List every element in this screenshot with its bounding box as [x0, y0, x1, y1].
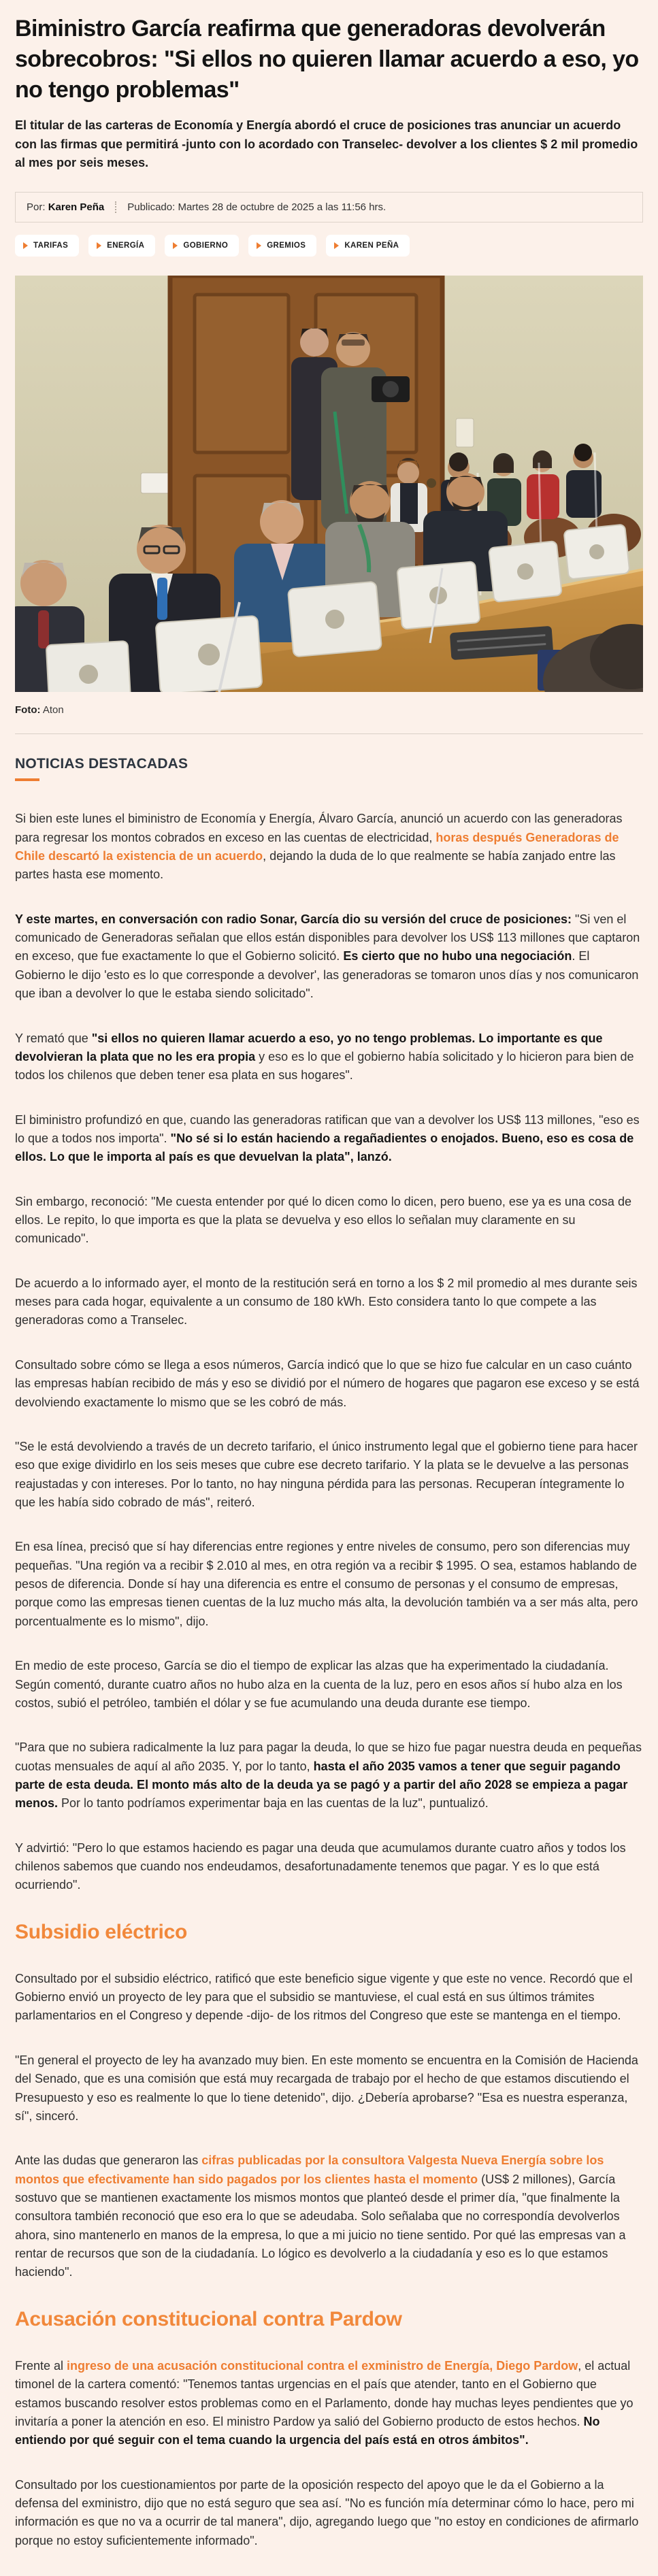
featured-underline: [15, 778, 39, 781]
featured-kicker: [15, 756, 643, 781]
section-heading: Subsidio eléctrico: [15, 1920, 187, 1943]
article-paragraph: [15, 810, 643, 884]
tag-label: GREMIOS: [267, 242, 306, 250]
tag-energ-a[interactable]: [88, 235, 155, 257]
photo-caption-credit: Aton: [42, 704, 64, 716]
article-paragraph: [15, 1657, 643, 1713]
tag-gremios[interactable]: [248, 235, 316, 257]
article-paragraph: [15, 2051, 643, 2126]
article-paragraph: [15, 1193, 643, 1249]
body-text: En esa línea, precisó que sí hay diferencias entre regiones y entre niveles de consumo, pero son diferencias muy pequeñas. "Una región va a recibir $ 2.010 al mes, en otra región va a recibir $ 1995. O sea, estamos hablando de pesos de diferencia. Donde sí hay una diferencia es entre el consumo de personas y el consumo de empresas, porque como las empresas tienen cuentas de la luz mucho más alta, la devolución también va a ser más alta, pero porcentualmente es lo mismo", dijo.: [15, 1540, 638, 1628]
body-text: Por lo tanto podríamos experimentar baja en las cuentas de la luz", puntualizó.: [58, 1796, 489, 1811]
article-paragraph: [15, 1538, 643, 1631]
article-lede: El titular de las carteras de Economía y Energía abordó el cruce de posiciones tras anunciar un acuerdo con las firmas que permitirá -junto con lo acordado con Transelec- devolver a los clientes $ 2 mil promedio al mes por seis meses.: [15, 118, 638, 170]
bold-text: Es cierto que no hubo una negociación: [343, 949, 572, 963]
tag-arrow-icon: [334, 242, 339, 249]
tag-label: TARIFAS: [33, 242, 69, 250]
body-text: El biministro profundizó en que, cuando las generadoras ratifican que van a devolver los US$ 113 millones, "eso es lo que a todos nos importa".: [15, 1112, 640, 1145]
article-paragraph: [15, 2151, 643, 2282]
article-body: [15, 810, 643, 2550]
article-paragraph: [15, 910, 643, 1004]
byline-separator: [115, 201, 116, 213]
bold-text: hasta el año 2035 vamos a tener que seguir pagando parte de esta deuda. El monto más alto de la deuda ya se pagó y a partir del año 2028 se empieza a pagar menos.: [15, 1759, 628, 1811]
tag-arrow-icon: [97, 242, 101, 249]
section-heading: Acusación constitucional contra Pardow: [15, 2307, 402, 2330]
body-text: "Para que no subiera radicalmente la luz para pagar la deuda, lo que se hizo fue pagar nuestra deuda en pequeñas cuotas mensuales de aquí al año 2035. Y, por lo tanto,: [15, 1740, 642, 1773]
body-text: "En general el proyecto de ley ha avanzado muy bien. En este momento se encuentra en la Comisión de Hacienda del Senado, que es una comisión que está muy recargada de trabajo por el hecho de que estamos discutiendo el Presupuesto y eso es realmente lo que lo tiene detenido", dijo. ¿Debería aprobarse? "Esa es nuestra esperanza, sí", sinceró.: [15, 2053, 638, 2123]
article-paragraph: [15, 1356, 643, 1412]
body-text: De acuerdo a lo informado ayer, el monto de la restitución será en torno a los $ 2 mil promedio al mes durante seis meses para cada hogar, equivalente a un consumo de 180 kWh. Esto considera tanto lo que compete a las generadoras como a Transelec.: [15, 1276, 638, 1327]
body-text: Frente al: [15, 2358, 67, 2373]
tag-tarifas[interactable]: [15, 235, 79, 257]
body-text: Y advirtió: "Pero lo que estamos haciendo es pagar una deuda que acumulamos durante cuatro años y todos los chilenos sabemos que cuando nos endeudamos, desafortunadamente tenemos que pagar. Y es lo que está ocurriendo".: [15, 1840, 626, 1892]
tags-row: [15, 235, 643, 257]
page-title: Biministro García reafirma que generadoras devolverán sobrecobros: "Si ellos no quieren llamar acuerdo a eso, yo no tengo problemas": [15, 16, 639, 103]
body-text: Consultado sobre cómo se llega a esos números, García indicó que lo que se hizo fue calcular en un caso cuánto las empresas habían recibido de más y eso se dividió por el número de hogares que pagaron ese exceso y se está devolviendo exactamente lo mismo que se les cobró de más.: [15, 1357, 640, 1409]
body-text: (US$ 2 millones), García sostuvo que se mantienen exactamente los mismos montos que planteó desde el primer día, "que finalmente la consultora también reconoció que eso era lo que se adeudaba. Solo señalaba que no correspondía devolverlos ahora, sino mantenerlo en manos de la empresa, lo que a mi juicio no tiene sentido. Por qué las empresas van a rentar de recursos que son de la ciudadanía. Lo lógico es devolverlo a la ciudadanía y eso es lo que estamos haciendo".: [15, 2172, 626, 2279]
article-paragraph: [15, 1738, 643, 1813]
article-figure: [15, 276, 643, 716]
article-paragraph: [15, 1029, 643, 1085]
tag-gobierno[interactable]: [165, 235, 239, 257]
byline-author[interactable]: Karen Peña: [48, 201, 105, 214]
tag-arrow-icon: [257, 242, 261, 249]
article-paragraph: [15, 1111, 643, 1167]
body-text: , dejando la duda de lo que realmente se había zanjado entre las partes hasta ese momento.: [15, 849, 616, 882]
bold-text: "No sé si lo están haciendo a regañadientes o enojados. Bueno, eso es cosa de ellos. Lo que le importa al país es que devuelvan la plata", lanzó.: [15, 1131, 634, 1164]
byline-author-wrap: [27, 201, 104, 213]
tag-label: ENERGÍA: [107, 242, 145, 250]
article-paragraph: [15, 1970, 643, 2026]
article-paragraph: [15, 2357, 643, 2450]
inline-link[interactable]: ingreso de una acusación constitucional contra el exministro de Energía, Diego Pardow: [67, 2358, 578, 2373]
bold-text: "si ellos no quieren llamar acuerdo a eso, yo no tengo problemas. Lo importante es que devolvieran la plata que no les era propia: [15, 1031, 603, 1063]
body-text: Consultado por el subsidio eléctrico, ratificó que este beneficio sigue vigente y que este no vence. Recordó que el Gobierno envió un proyecto de ley para que el subsidio se mantuviese, el cual está en sus últimos trámites parlamentarios en el Congreso y depende -dijo- de los ritmos del Congreso que este se mantenga en el tiempo.: [15, 1971, 633, 2023]
byline-published: Publicado: Martes 28 de octubre de 2025 a las 11:56 hrs.: [127, 201, 386, 214]
content-divider: [15, 733, 643, 734]
featured-label: NOTICIAS DESTACADAS: [15, 756, 188, 772]
body-text: y eso es lo que el gobierno había solicitado y lo hicieron para bien de todos los chilenos que deben tener esa plata en sus hogares".: [15, 1049, 634, 1083]
body-text: . El Gobierno le dijo 'esto es lo que corresponde a devolver', las generadoras se tomaron unos días y nos comunicaron que iban a devolver lo que le estaba siendo solicitado".: [15, 949, 639, 1001]
inline-link[interactable]: horas después Generadoras de Chile descartó la existencia de un acuerdo: [15, 830, 619, 863]
photo-caption-label: Foto:: [15, 704, 41, 716]
body-text: En medio de este proceso, García se dio el tiempo de explicar las alzas que ha experimentado la ciudadanía. Según comentó, durante cuatro años no hubo alza en la cuenta de la luz, pero en esos años sí hubo alza en los costos, subió el petróleo, también el dólar y se fue acumulando una deuda durante ese tiempo.: [15, 1659, 623, 1710]
article-paragraph: [15, 1839, 643, 1895]
inline-link[interactable]: cifras publicadas por la consultora Valgesta Nueva Energía sobre los montos que efectivamente han sido pagados por los clientes hasta el momento: [15, 2153, 604, 2186]
body-text: , el actual timonel de la cartera comentó: "Tenemos tantas urgencias en el país que atender, tanto en el Gobierno que estamos buscando resolver estos problemas como en el Parlamento, donde hay muchas leyes pendientes que yo invitaría a poner la atención en eso. El ministro Pardow ya salió del Gobierno producto de estos hechos.: [15, 2358, 634, 2428]
tag-karen-pe-a[interactable]: [326, 235, 410, 257]
byline-box: [15, 192, 643, 222]
tag-label: KAREN PEÑA: [344, 242, 399, 250]
body-text: Ante las dudas que generaron las: [15, 2153, 202, 2168]
body-text: "Se le está devolviendo a través de un decreto tarifario, el único instrumento legal que el gobierno tiene para hacer eso que exige dividirlo en los seis meses que cubre ese decreto tarifario. Y la plata se le devuelve a las personas reajustadas y con intereses. Por lo tanto, no hay ninguna pérdida para las personas. Recuperan íntegramente lo que les había sido cobrado de más", reiteró.: [15, 1439, 638, 1509]
tag-arrow-icon: [23, 242, 28, 249]
body-text: Si bien este lunes el biministro de Economía y Energía, Álvaro García, anunció un acuerdo con las generadoras para regresar los montos cobrados en exceso en las cuentas de electricidad,: [15, 812, 623, 844]
tag-label: GOBIERNO: [183, 242, 229, 250]
article-photo: [15, 276, 643, 692]
body-text: Y remató que: [15, 1031, 92, 1045]
photo-caption: [15, 704, 643, 716]
article-paragraph: [15, 1274, 643, 1330]
byline-author-label: Por:: [27, 201, 46, 214]
article-page: [0, 14, 658, 2550]
bold-text: Y este martes, en conversación con radio Sonar, García dio su versión del cruce de posiciones:: [15, 912, 575, 926]
body-text: Sin embargo, reconoció: "Me cuesta entender por qué lo dicen como lo dicen, pero bueno, ese ya es una cosa de ellos. Le repito, lo que importa es que la plata se devuelva y eso ellos lo señalan muy claramente en su comunicado".: [15, 1194, 631, 1246]
article-paragraph: [15, 1438, 643, 1512]
article-paragraph: [15, 2476, 643, 2550]
article-header: [15, 14, 643, 257]
body-text: "Si ven el comunicado de Generadoras señalan que ellos están disponibles para devolver los US$ 113 millones que captaron en exceso, que fue exactamente lo que el Gobierno solicitó.: [15, 912, 640, 963]
bold-text: No entiendo por qué seguir con el tema cuando la urgencia del país está en otros ámbitos".: [15, 2414, 600, 2447]
tag-arrow-icon: [173, 242, 178, 249]
body-text: Consultado por los cuestionamientos por parte de la oposición respecto del apoyo que le da el Gobierno a la defensa del exministro, dijo que no está seguro que sea así. "No es función mía determinar cómo lo hace, pero mi información es que no va a ocurrir de tal manera", dijo, agregando luego que "no estoy en condiciones de afirmarlo porque no estoy suficientemente informado".: [15, 2477, 639, 2547]
